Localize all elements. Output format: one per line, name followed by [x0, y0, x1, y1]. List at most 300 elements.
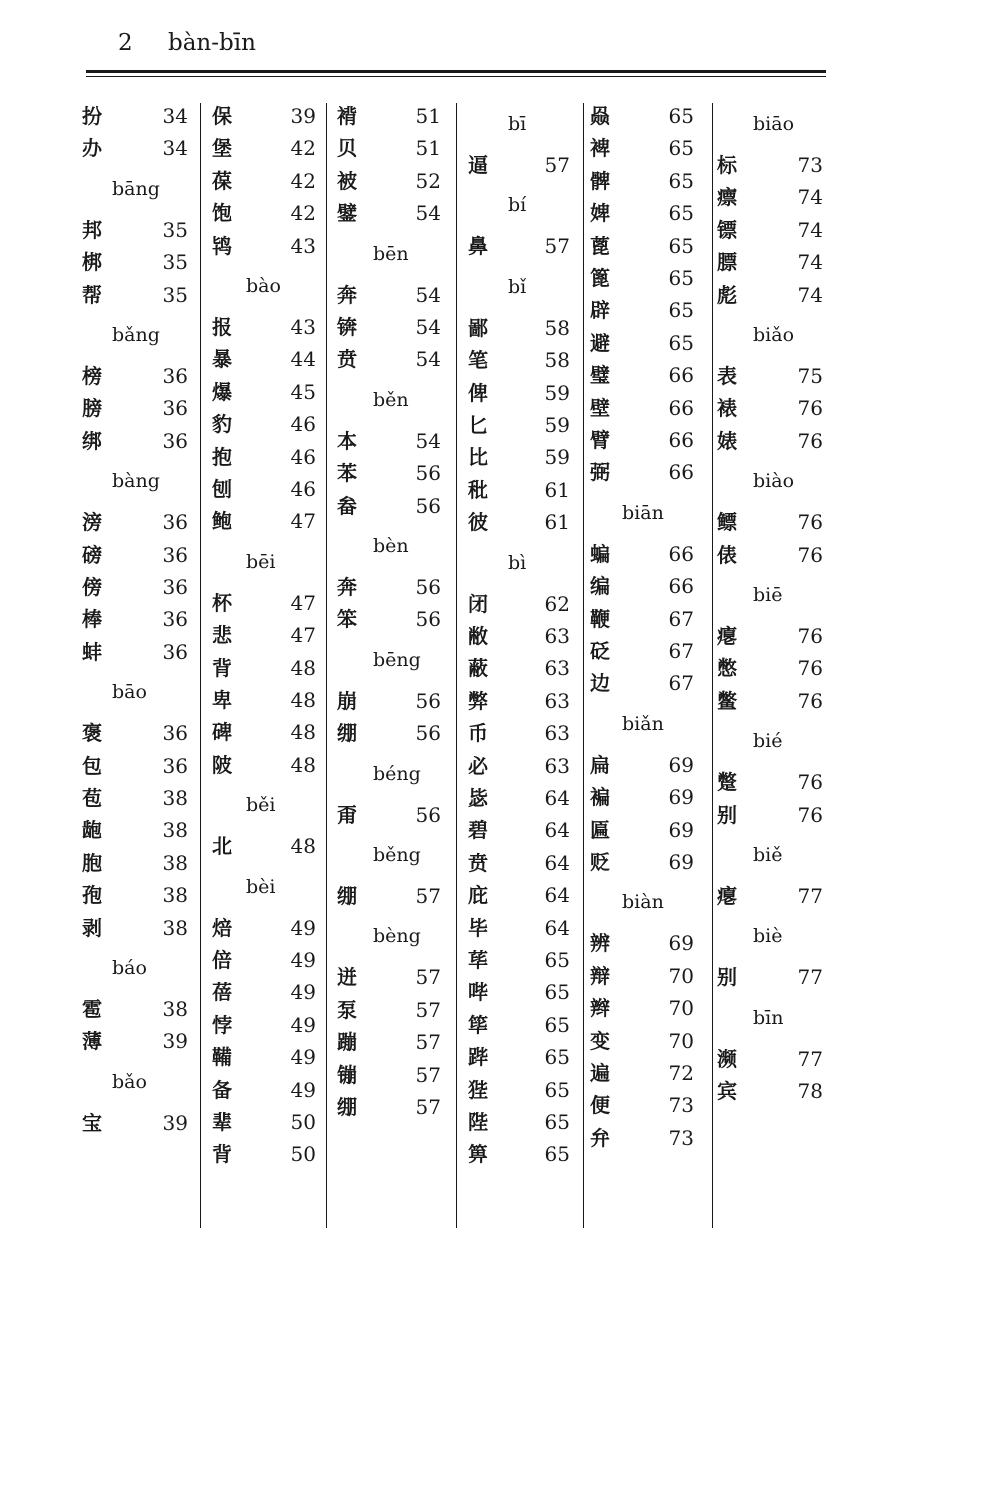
pinyin-heading: biē — [753, 584, 783, 606]
entry-character: 笔 — [468, 348, 488, 373]
entry-page-number: 61 — [544, 477, 570, 502]
index-entry — [212, 944, 316, 976]
index-entry — [82, 814, 188, 846]
pinyin-heading: biāo — [753, 113, 795, 135]
index-entry — [212, 376, 316, 408]
entry-character: 帮 — [82, 282, 102, 307]
index-entry — [82, 279, 188, 311]
page-header — [118, 30, 256, 56]
index-entry — [717, 246, 823, 278]
entry-page-number: 58 — [544, 348, 570, 373]
entry-page-number: 76 — [797, 802, 823, 827]
entry-page-number: 63 — [544, 688, 570, 713]
entry-page-number: 51 — [415, 136, 441, 161]
entry-character: 畚 — [337, 493, 357, 518]
entry-page-number: 36 — [162, 639, 188, 664]
entry-character: 孢 — [82, 883, 102, 908]
entry-character: 褊 — [590, 785, 610, 810]
entry-character: 彪 — [717, 282, 737, 307]
entry-character: 备 — [212, 1077, 232, 1102]
entry-character: 杯 — [212, 590, 232, 615]
entry-page-number: 57 — [415, 1095, 441, 1119]
entry-page-number: 65 — [668, 266, 694, 290]
entry-page-number: 56 — [415, 607, 441, 632]
entry-character: 倍 — [212, 948, 232, 972]
index-entry — [717, 620, 823, 652]
pinyin-heading: bāo — [112, 681, 147, 704]
index-entry — [337, 1059, 441, 1091]
index-entry — [717, 279, 823, 311]
entry-character: 胞 — [82, 850, 102, 875]
index-entry — [212, 749, 316, 781]
index-entry — [212, 1009, 316, 1041]
index-entry — [590, 538, 694, 570]
entry-character: 崩 — [337, 688, 357, 713]
index-entry — [468, 782, 570, 814]
index-entry — [82, 132, 188, 164]
index-entry — [590, 165, 694, 197]
index-entry — [212, 132, 316, 164]
index-entry — [82, 847, 188, 879]
entry-character: 陛 — [468, 1110, 488, 1134]
index-entry — [590, 603, 694, 635]
entry-character: 苞 — [82, 786, 102, 810]
entry-character: 甭 — [337, 802, 357, 827]
entry-character: 鐾 — [337, 201, 357, 226]
entry-page-number: 76 — [797, 624, 823, 648]
pinyin-heading: bié — [753, 730, 783, 753]
index-entry — [82, 539, 188, 571]
index-entry — [212, 684, 316, 716]
entry-character: 篦 — [590, 266, 610, 290]
entry-page-number: 66 — [668, 541, 694, 566]
entry-page-number: 76 — [797, 688, 823, 713]
entry-character: 哔 — [468, 980, 488, 1005]
index-entry — [212, 652, 316, 684]
entry-character: 瘭 — [717, 185, 737, 210]
index-entry — [82, 1025, 188, 1057]
entry-page-number: 65 — [668, 330, 694, 355]
index-entry — [337, 603, 441, 635]
entry-character: 镖 — [717, 217, 737, 242]
index-entry — [212, 1106, 316, 1138]
entry-character: 磅 — [82, 542, 102, 567]
entry-page-number: 38 — [162, 883, 188, 908]
page-number: 2 — [118, 30, 133, 56]
index-entry — [468, 409, 570, 441]
entry-page-number: 64 — [544, 915, 570, 940]
pinyin-heading: biě — [753, 844, 783, 866]
entry-page-number: 70 — [668, 1028, 694, 1053]
entry-character: 包 — [82, 753, 102, 778]
index-entry — [468, 847, 570, 879]
entry-character: 狴 — [468, 1077, 488, 1102]
entry-page-number: 57 — [415, 1062, 441, 1087]
index-entry — [468, 1138, 570, 1170]
entry-character: 臂 — [590, 428, 610, 452]
entry-character: 弼 — [590, 460, 610, 485]
index-entry — [590, 635, 694, 667]
entry-page-number: 35 — [162, 250, 188, 275]
entry-character: 绷 — [337, 1095, 357, 1119]
entry-page-number: 57 — [544, 234, 570, 259]
index-entry — [717, 880, 823, 912]
entry-page-number: 54 — [415, 315, 441, 339]
entry-page-number: 39 — [162, 1029, 188, 1054]
entry-page-number: 73 — [668, 1093, 694, 1118]
entry-character: 镚 — [337, 1062, 357, 1087]
entry-page-number: 57 — [544, 153, 570, 177]
entry-character: 辫 — [590, 996, 610, 1021]
entry-character: 卑 — [212, 688, 232, 712]
entry-character: 边 — [590, 671, 610, 696]
pinyin-heading: bī — [508, 113, 527, 135]
entry-character: 绷 — [337, 721, 357, 746]
entry-page-number: 62 — [544, 591, 570, 616]
index-entry — [717, 392, 823, 424]
entry-page-number: 76 — [797, 428, 823, 453]
entry-character: 爆 — [212, 379, 232, 404]
entry-character: 鄙 — [468, 315, 488, 340]
entry-page-number: 63 — [544, 721, 570, 746]
index-entry — [590, 570, 694, 602]
entry-character: 变 — [590, 1028, 610, 1053]
entry-character: 傍 — [82, 575, 102, 599]
index-entry — [337, 311, 441, 343]
index-entry — [337, 100, 441, 132]
index-entry — [82, 782, 188, 814]
entry-character: 暴 — [212, 347, 232, 372]
entry-character: 跸 — [468, 1045, 488, 1070]
index-entry — [590, 1089, 694, 1121]
entry-page-number: 63 — [544, 656, 570, 681]
index-entry — [717, 360, 823, 392]
entry-character: 币 — [468, 721, 488, 746]
entry-page-number: 49 — [290, 948, 316, 972]
index-entry — [468, 717, 570, 749]
entry-character: 敝 — [468, 624, 488, 648]
entry-character: 被 — [337, 168, 357, 193]
entry-page-number: 73 — [797, 153, 823, 177]
entry-page-number: 45 — [290, 379, 316, 404]
entry-page-number: 76 — [797, 770, 823, 795]
entry-page-number: 39 — [162, 1110, 188, 1135]
index-entry — [337, 961, 441, 993]
entry-character: 扮 — [82, 104, 102, 128]
header-rule-thick — [86, 70, 826, 73]
entry-page-number: 36 — [162, 542, 188, 567]
entry-page-number: 38 — [162, 915, 188, 940]
entry-page-number: 69 — [668, 931, 694, 956]
entry-character: 蹦 — [337, 1030, 357, 1055]
pinyin-heading: bīn — [753, 1006, 784, 1029]
entry-character: 扁 — [590, 752, 610, 777]
index-entry — [590, 359, 694, 391]
entry-character: 背 — [212, 1142, 232, 1167]
entry-character: 贝 — [337, 136, 357, 161]
entry-character: 编 — [590, 574, 610, 599]
entry-character: 裨 — [590, 136, 610, 161]
entry-character: 辟 — [590, 298, 610, 323]
pinyin-heading: bào — [246, 275, 281, 297]
entry-character: 璧 — [590, 363, 610, 388]
index-entry — [590, 1057, 694, 1089]
entry-character: 背 — [212, 655, 232, 680]
column-divider — [200, 103, 201, 1228]
entry-character: 鸨 — [212, 233, 232, 258]
index-entry — [590, 262, 694, 294]
entry-page-number: 77 — [797, 884, 823, 908]
index-entry — [468, 230, 570, 262]
entry-page-number: 38 — [162, 850, 188, 875]
index-entry — [590, 132, 694, 164]
entry-character: 梆 — [82, 250, 102, 275]
entry-page-number: 76 — [797, 656, 823, 681]
entry-character: 婢 — [590, 201, 610, 226]
entry-page-number: 64 — [544, 818, 570, 843]
entry-page-number: 36 — [162, 510, 188, 535]
index-entry — [82, 603, 188, 635]
entry-page-number: 73 — [668, 1125, 694, 1150]
index-entry — [468, 1009, 570, 1041]
entry-character: 笨 — [337, 607, 357, 632]
entry-page-number: 54 — [415, 347, 441, 372]
entry-character: 比 — [468, 445, 488, 470]
index-entry — [717, 181, 823, 213]
index-entry — [468, 377, 570, 409]
column-divider — [712, 103, 713, 1228]
entry-character: 庇 — [468, 883, 488, 908]
entry-page-number: 66 — [668, 460, 694, 485]
entry-character: 保 — [212, 104, 232, 128]
index-entry — [212, 343, 316, 375]
index-entry — [82, 571, 188, 603]
index-entry — [468, 1074, 570, 1106]
entry-character: 榜 — [82, 364, 102, 388]
index-entry — [212, 100, 316, 132]
entry-character: 焙 — [212, 915, 232, 940]
entry-character: 宾 — [717, 1079, 737, 1104]
entry-character: 表 — [717, 364, 737, 388]
entry-page-number: 43 — [290, 315, 316, 339]
index-entry — [590, 230, 694, 262]
index-entry — [82, 246, 188, 278]
index-entry — [337, 799, 441, 831]
index-entry — [468, 1041, 570, 1073]
entry-character: 苯 — [337, 461, 357, 486]
entry-character: 髀 — [590, 168, 610, 193]
entry-character: 婊 — [717, 428, 737, 453]
entry-page-number: 56 — [415, 461, 441, 486]
index-entry — [468, 912, 570, 944]
entry-character: 绑 — [82, 428, 102, 453]
entry-page-number: 64 — [544, 786, 570, 810]
index-entry — [468, 976, 570, 1008]
entry-page-number: 36 — [162, 721, 188, 746]
page-range: bàn-bīn — [168, 30, 256, 56]
entry-character: 绷 — [337, 884, 357, 908]
entry-page-number: 48 — [290, 752, 316, 777]
index-entry — [82, 750, 188, 782]
index-entry — [468, 652, 570, 684]
entry-character: 彼 — [468, 510, 488, 535]
entry-page-number: 49 — [290, 1045, 316, 1070]
entry-page-number: 34 — [162, 104, 188, 128]
index-entry — [337, 425, 441, 457]
entry-page-number: 44 — [290, 347, 316, 372]
entry-character: 匕 — [468, 413, 488, 437]
index-entry — [717, 214, 823, 246]
entry-character: 鞴 — [212, 1045, 232, 1070]
column-divider — [326, 103, 327, 1228]
index-entry — [212, 1041, 316, 1073]
index-entry — [82, 392, 188, 424]
entry-page-number: 42 — [290, 168, 316, 193]
entry-page-number: 63 — [544, 624, 570, 648]
entry-page-number: 65 — [544, 1110, 570, 1134]
entry-character: 毖 — [468, 786, 488, 810]
entry-character: 蓖 — [590, 233, 610, 258]
index-entry — [82, 717, 188, 749]
entry-character: 剥 — [82, 915, 102, 940]
index-entry — [337, 717, 441, 749]
pinyin-heading: béng — [373, 762, 421, 785]
index-entry — [212, 716, 316, 748]
index-entry — [590, 814, 694, 846]
entry-page-number: 66 — [668, 363, 694, 388]
entry-page-number: 39 — [290, 104, 316, 128]
entry-page-number: 65 — [668, 136, 694, 161]
entry-page-number: 47 — [290, 590, 316, 615]
entry-page-number: 74 — [797, 282, 823, 307]
index-entry — [468, 344, 570, 376]
entry-page-number: 35 — [162, 217, 188, 242]
entry-page-number: 36 — [162, 575, 188, 599]
entry-character: 抱 — [212, 444, 232, 469]
index-entry — [590, 424, 694, 456]
index-entry — [468, 879, 570, 911]
entry-page-number: 65 — [668, 104, 694, 128]
entry-page-number: 38 — [162, 786, 188, 810]
entry-character: 壁 — [590, 395, 610, 420]
entry-character: 便 — [590, 1093, 610, 1118]
entry-character: 别 — [717, 965, 737, 990]
pinyin-heading: běn — [373, 388, 409, 411]
entry-page-number: 42 — [290, 136, 316, 161]
entry-character: 豹 — [212, 412, 232, 437]
entry-character: 龅 — [82, 818, 102, 843]
entry-page-number: 74 — [797, 185, 823, 210]
entry-character: 报 — [212, 315, 232, 339]
entry-page-number: 65 — [544, 1012, 570, 1037]
entry-character: 悖 — [212, 1012, 232, 1037]
entry-page-number: 36 — [162, 364, 188, 388]
entry-page-number: 43 — [290, 233, 316, 258]
index-entry — [212, 1074, 316, 1106]
entry-page-number: 47 — [290, 509, 316, 534]
entry-character: 毕 — [468, 915, 488, 940]
entry-page-number: 49 — [290, 1077, 316, 1102]
index-entry — [337, 685, 441, 717]
entry-page-number: 65 — [544, 1045, 570, 1070]
index-entry — [337, 132, 441, 164]
index-entry — [590, 1025, 694, 1057]
entry-page-number: 72 — [668, 1061, 694, 1085]
entry-character: 蹩 — [717, 770, 737, 795]
entry-character: 滂 — [82, 510, 102, 535]
index-entry — [468, 149, 570, 181]
pinyin-heading: biè — [753, 925, 783, 948]
entry-character: 俵 — [717, 542, 737, 567]
entry-page-number: 38 — [162, 818, 188, 843]
index-entry — [590, 992, 694, 1024]
pinyin-heading: bèi — [246, 875, 276, 898]
index-entry — [717, 425, 823, 457]
entry-page-number: 35 — [162, 282, 188, 307]
entry-page-number: 65 — [544, 1142, 570, 1167]
entry-page-number: 57 — [415, 997, 441, 1022]
entry-page-number: 46 — [290, 412, 316, 437]
entry-character: 辈 — [212, 1110, 232, 1134]
entry-page-number: 48 — [290, 834, 316, 859]
column-divider — [456, 103, 457, 1228]
entry-page-number: 66 — [668, 395, 694, 420]
entry-page-number: 56 — [415, 802, 441, 827]
index-entry — [717, 149, 823, 181]
pinyin-heading: běng — [373, 844, 421, 866]
entry-page-number: 69 — [668, 850, 694, 874]
entry-character: 秕 — [468, 477, 488, 502]
entry-page-number: 64 — [544, 850, 570, 875]
entry-character: 宝 — [82, 1110, 102, 1135]
index-entry — [337, 165, 441, 197]
index-entry — [337, 457, 441, 489]
entry-page-number: 48 — [290, 655, 316, 680]
entry-character: 葆 — [212, 168, 232, 193]
entry-character: 憋 — [717, 656, 737, 681]
index-entry — [717, 685, 823, 717]
entry-page-number: 50 — [290, 1142, 316, 1167]
pinyin-heading: bǎng — [112, 324, 160, 346]
entry-character: 刨 — [212, 477, 232, 501]
entry-character: 避 — [590, 330, 610, 355]
entry-page-number: 54 — [415, 201, 441, 226]
entry-character: 邦 — [82, 217, 102, 242]
entry-character: 鳖 — [717, 688, 737, 713]
entry-character: 奔 — [337, 282, 357, 307]
pinyin-heading: bí — [508, 194, 527, 217]
entry-page-number: 51 — [415, 104, 441, 128]
entry-page-number: 59 — [544, 380, 570, 405]
entry-page-number: 46 — [290, 444, 316, 469]
entry-character: 鳔 — [717, 510, 737, 535]
index-entry — [717, 961, 823, 993]
index-entry — [717, 652, 823, 684]
entry-page-number: 67 — [668, 671, 694, 696]
entry-character: 瘪 — [717, 624, 737, 648]
entry-page-number: 65 — [544, 948, 570, 972]
entry-page-number: 57 — [415, 884, 441, 908]
pinyin-heading: bàng — [112, 470, 160, 493]
index-entry — [212, 976, 316, 1008]
entry-character: 本 — [337, 428, 357, 453]
entry-page-number: 38 — [162, 997, 188, 1021]
entry-page-number: 56 — [415, 493, 441, 518]
entry-page-number: 36 — [162, 396, 188, 421]
pinyin-heading: bāng — [112, 177, 160, 200]
index-entry — [590, 846, 694, 878]
entry-character: 办 — [82, 136, 102, 161]
